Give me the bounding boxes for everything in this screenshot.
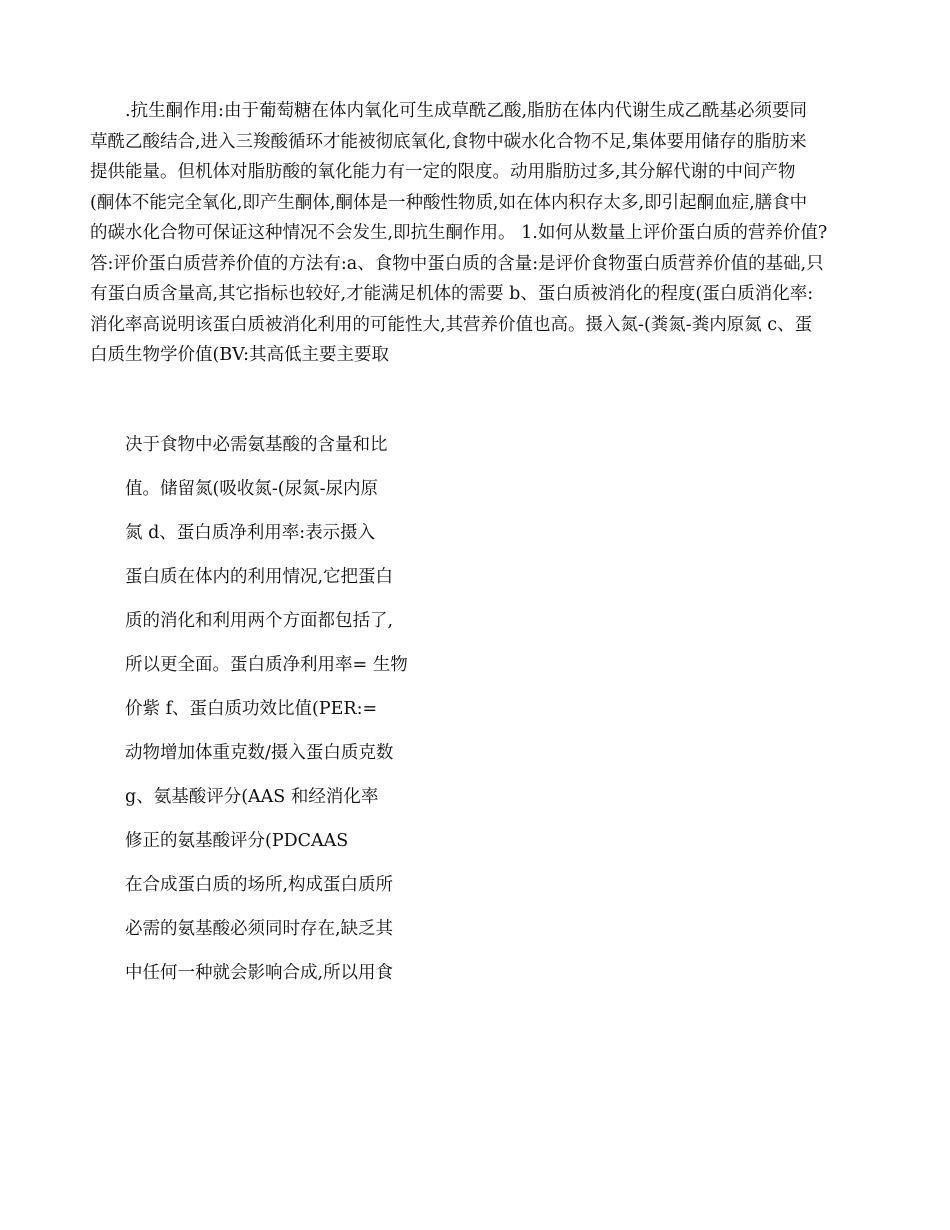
paragraph-line: 有蛋白质含量高,其它指标也较好,才能满足机体的需要 b、蛋白质被消化的程度(蛋白质消化率: [90,284,814,304]
column-line: 价紫 f、蛋白质功效比值(PER:= [125,699,378,719]
column-line: 所以更全面。蛋白质净利用率= 生物 [125,655,408,675]
column-line: 质的消化和利用两个方面都包括了, [125,611,394,631]
column-line: 蛋白质在体内的利用情况,它把蛋白 [125,567,394,587]
main-paragraph [90,96,860,371]
column-line: 中任何一种就会影响合成,所以用食 [125,963,394,983]
column-line: 决于食物中必需氨基酸的含量和比 [125,435,388,455]
paragraph-line: (酮体不能完全氧化,即产生酮体,酮体是一种酸性物质,如在体内积存太多,即引起酮血症,膳食中 [90,192,808,213]
column-line: 值。储留氮(吸收氮-(尿氮-尿内原 [125,479,378,499]
column-line: g、氨基酸评分(AAS 和经消化率 [125,787,379,807]
column-line: 修正的氨基酸评分(PDCAAS [125,831,349,851]
column-line: 氮 d、蛋白质净利用率:表示摄入 [125,523,376,543]
paragraph-line: 草酰乙酸结合,进入三羧酸循环才能被彻底氧化,食物中碳水化合物不足,集体要用储存的脂肪来 [90,131,807,152]
paragraph-line: 白质生物学价值(BV:其高低主要主要取 [90,345,389,365]
column-line: 在合成蛋白质的场所,构成蛋白质所 [125,875,394,895]
column-line: 必需的氨基酸必须同时存在,缺乏其 [125,919,394,939]
paragraph-line: 的碳水化合物可保证这种情况不会发生,即抗生酮作用。 1.如何从数量上评价蛋白质的营养价值? [90,223,828,243]
narrow-text-column [125,430,545,1002]
column-line: 动物增加体重克数/摄入蛋白质克数 [125,743,394,763]
paragraph-line: .抗生酮作用:由于葡萄糖在体内氧化可生成草酰乙酸,脂肪在体内代谢生成乙酰基必须要同 [125,101,808,121]
paragraph-line: 消化率高说明该蛋白质被消化利用的可能性大,其营养价值也高。摄入氮-(粪氮-粪内原氮 c、蛋 [90,314,813,335]
paragraph-line: 答:评价蛋白质营养价值的方法有:a、食物中蛋白质的含量:是评价食物蛋白质营养价值的基础,只 [90,253,824,274]
paragraph-line: 提供能量。但机体对脂肪酸的氧化能力有一定的限度。动用脂肪过多,其分解代谢的中间产物 [90,162,796,182]
